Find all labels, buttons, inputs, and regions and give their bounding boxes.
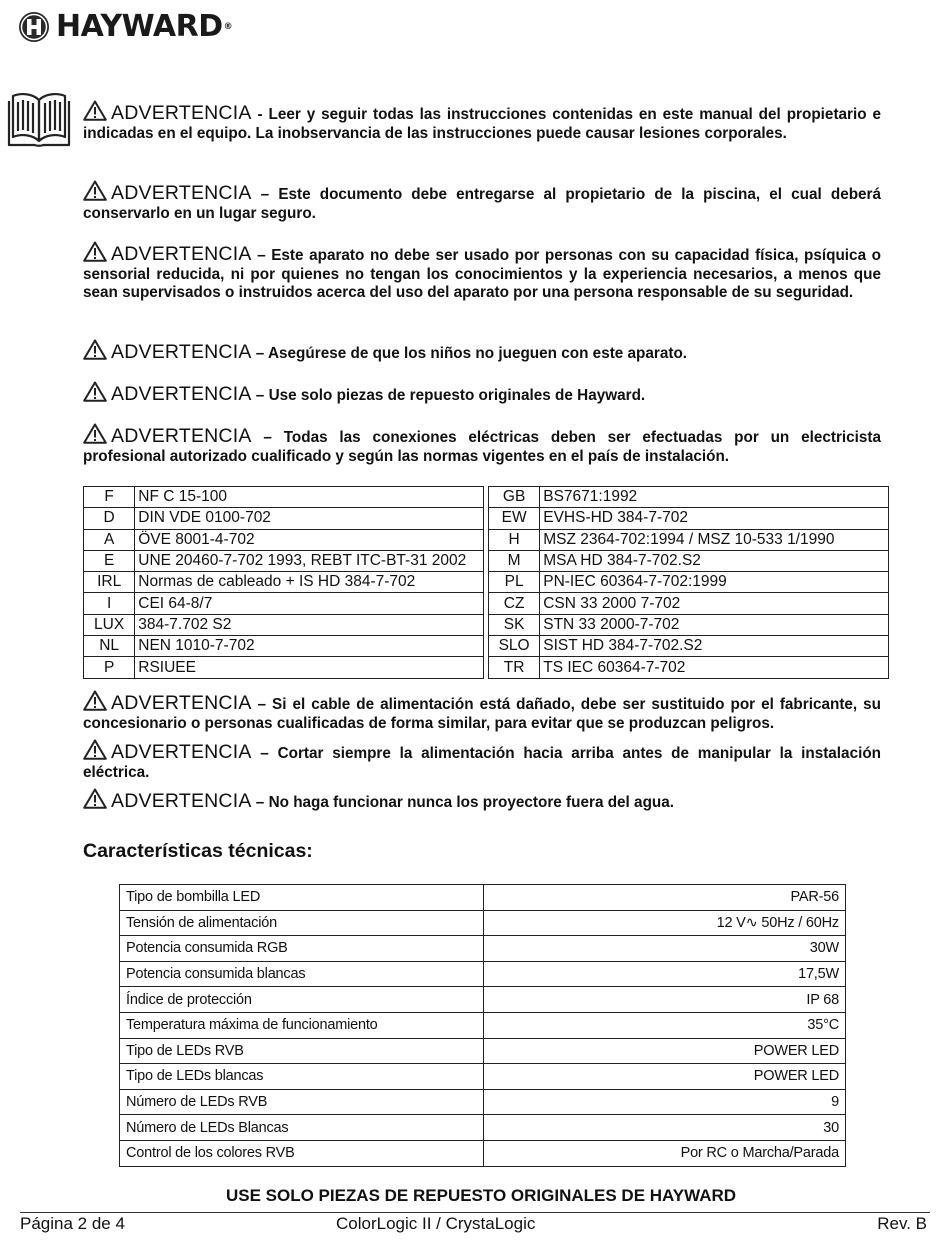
tech-value: IP 68 [484, 987, 846, 1013]
warning-paragraph [83, 690, 881, 733]
warning-triangle-icon [83, 788, 107, 809]
standard-value: UNE 20460-7-702 1993, REBT ITC-BT-31 2002 [135, 550, 484, 571]
standard-value: MSA HD 384-7-702.S2 [540, 550, 889, 571]
warning-separator: – [260, 745, 269, 762]
tech-row [120, 1038, 846, 1064]
standards-row [84, 614, 889, 635]
country-code: D [84, 508, 135, 529]
warning-triangle-icon [83, 100, 107, 121]
warning-heading: ADVERTENCIA [111, 790, 252, 812]
tech-label: Temperatura máxima de funcionamiento [120, 1012, 484, 1038]
tech-specs-table [119, 884, 846, 1167]
country-code: SLO [488, 636, 539, 657]
footer-divider [20, 1212, 930, 1213]
tech-label: Tensión de alimentación [120, 910, 484, 936]
warning-paragraph [83, 381, 881, 406]
tech-label: Tipo de LEDs RVB [120, 1038, 484, 1064]
warning-separator: – [263, 429, 272, 446]
country-code: M [488, 550, 539, 571]
product-name: ColorLogic II / CrystaLogic [336, 1214, 536, 1233]
warning-paragraph [83, 788, 881, 813]
page-number: Página 2 de 4 [20, 1214, 125, 1233]
tech-value: 35°C [484, 1012, 846, 1038]
standards-row [84, 508, 889, 529]
tech-section-title: Características técnicas: [83, 840, 313, 862]
warning-heading: ADVERTENCIA [111, 741, 252, 763]
country-code: E [84, 550, 135, 571]
country-code: SK [488, 614, 539, 635]
standards-row [84, 529, 889, 550]
standard-value: Normas de cableado + IS HD 384-7-702 [135, 572, 484, 593]
country-code: TR [488, 657, 539, 678]
standards-table [83, 486, 889, 679]
warning-triangle-icon [83, 423, 107, 444]
tech-value: POWER LED [484, 1038, 846, 1064]
warning-heading: ADVERTENCIA [111, 243, 252, 265]
tech-row [120, 885, 846, 911]
standard-value: BS7671:1992 [540, 487, 889, 508]
warning-separator: - [257, 106, 263, 123]
tech-value: 30 [484, 1115, 846, 1141]
tech-value: 17,5W [484, 961, 846, 987]
warning-paragraph [83, 241, 881, 303]
country-code: PL [488, 572, 539, 593]
warning-heading: ADVERTENCIA [111, 383, 252, 405]
warning-heading: ADVERTENCIA [111, 692, 252, 714]
country-code: EW [488, 508, 539, 529]
tech-row [120, 1012, 846, 1038]
tech-row [120, 1115, 846, 1141]
country-code: P [84, 657, 135, 678]
warning-triangle-icon [83, 339, 107, 360]
standard-value: NF C 15-100 [135, 487, 484, 508]
country-code: GB [488, 487, 539, 508]
country-code: F [84, 487, 135, 508]
standard-value: EVHS-HD 384-7-702 [540, 508, 889, 529]
warning-separator: – [257, 247, 266, 264]
warning-heading: ADVERTENCIA [111, 182, 252, 204]
tech-row [120, 936, 846, 962]
tech-value: 12 V∿ 50Hz / 60Hz [484, 910, 846, 936]
country-code: I [84, 593, 135, 614]
standard-value: ÖVE 8001-4-702 [135, 529, 484, 550]
warning-text: Leer y seguir todas las instrucciones contenidas en este manual del propietario e indicadas en el equipo. La inobservancia de las instrucciones puede causar lesiones corporales. [83, 106, 882, 142]
warning-text: Todas las conexiones eléctricas deben ser efectuadas por un electricista profesional autorizado cualificado y según las normas vigentes en el país de instalación. [83, 429, 882, 465]
warning-paragraph [83, 423, 881, 466]
warning-text: Cortar siempre la alimentación hacia arriba antes de manipular la instalación eléctrica. [83, 745, 882, 781]
warning-heading: ADVERTENCIA [111, 425, 252, 447]
warning-separator: – [255, 387, 265, 404]
warning-text: Asegúrese de que los niños no jueguen con este aparato. [268, 345, 688, 362]
tech-value: PAR-56 [484, 885, 846, 911]
tech-label: Potencia consumida RGB [120, 936, 484, 962]
warning-triangle-icon [83, 381, 107, 402]
tech-row [120, 961, 846, 987]
footer-banner: USE SOLO PIEZAS DE REPUESTO ORIGINALES DE HAYWARD [225, 1186, 737, 1205]
standards-row [84, 657, 889, 678]
country-code: A [84, 529, 135, 550]
warning-triangle-icon [83, 739, 107, 760]
standards-row [84, 572, 889, 593]
standard-value: RSIUEE [135, 657, 484, 678]
standard-value: PN-IEC 60364-7-702:1999 [540, 572, 889, 593]
revision: Rev. B [877, 1214, 927, 1233]
standard-value: SIST HD 384-7-702.S2 [540, 636, 889, 657]
standards-row [84, 550, 889, 571]
warning-triangle-icon [83, 690, 107, 711]
warning-separator: – [255, 794, 265, 811]
warning-text: Use solo piezas de repuesto originales de Hayward. [268, 387, 646, 404]
warning-separator: – [260, 186, 270, 203]
hayward-logo-icon [18, 11, 50, 43]
page-footer [20, 1214, 927, 1236]
tech-label: Potencia consumida blancas [120, 961, 484, 987]
warning-separator: – [255, 345, 265, 362]
warning-text: Si el cable de alimentación está dañado, debe ser sustituido por el fabricante, su concesionario o personas cualificadas de forma similar, para evitar que se produzcan peligros. [83, 696, 882, 732]
open-book-icon [6, 90, 72, 148]
tech-row [120, 987, 846, 1013]
tech-label: Tipo de LEDs blancas [120, 1064, 484, 1090]
warning-text: Este aparato no debe ser usado por personas con su capacidad física, psíquica o sensorial reducida, ni por quienes no tengan los conocimientos y la experiencia necesarios, a menos que sean supervisados o instruidos acerca del uso del aparato por una persona responsable de su seguridad. [83, 247, 881, 302]
country-code: H [488, 529, 539, 550]
warning-heading: ADVERTENCIA [111, 341, 252, 363]
tech-value: 30W [484, 936, 846, 962]
tech-value: 9 [484, 1089, 846, 1115]
standard-value: 384-7.702 S2 [135, 614, 484, 635]
standards-row [84, 593, 889, 614]
tech-row [120, 910, 846, 936]
tech-value: Por RC o Marcha/Parada [484, 1140, 846, 1166]
standard-value: NEN 1010-7-702 [135, 636, 484, 657]
standard-value: CSN 33 2000 7-702 [540, 593, 889, 614]
standard-value: CEI 64-8/7 [135, 593, 484, 614]
warning-text: No haga funcionar nunca los proyectore fuera del agua. [268, 794, 675, 811]
tech-label: Número de LEDs RVB [120, 1089, 484, 1115]
standard-value: TS IEC 60364-7-702 [540, 657, 889, 678]
tech-label: Índice de protección [120, 987, 484, 1013]
tech-row [120, 1140, 846, 1166]
tech-value: POWER LED [484, 1064, 846, 1090]
tech-row [120, 1089, 846, 1115]
country-code: LUX [84, 614, 135, 635]
country-code: CZ [488, 593, 539, 614]
warning-heading: ADVERTENCIA [111, 102, 252, 124]
warning-text: Este documento debe entregarse al propietario de la piscina, el cual deberá conservarlo en un lugar seguro. [83, 186, 882, 222]
standard-value: DIN VDE 0100-702 [135, 508, 484, 529]
tech-label: Número de LEDs Blancas [120, 1115, 484, 1141]
warning-paragraph [83, 180, 881, 223]
hayward-logo [18, 10, 248, 44]
country-code: IRL [84, 572, 135, 593]
warning-paragraph [83, 100, 881, 143]
tech-label: Tipo de bombilla LED [120, 885, 484, 911]
brand-name: HAYWARD® [56, 9, 233, 44]
warning-paragraph [83, 739, 881, 782]
tech-label: Control de los colores RVB [120, 1140, 484, 1166]
warning-triangle-icon [83, 241, 107, 262]
warning-paragraph [83, 339, 881, 364]
standard-value: STN 33 2000-7-702 [540, 614, 889, 635]
tech-row [120, 1064, 846, 1090]
country-code: NL [84, 636, 135, 657]
warning-triangle-icon [83, 180, 107, 201]
standards-row [84, 636, 889, 657]
standards-row [84, 487, 889, 508]
warning-separator: – [257, 696, 267, 713]
standard-value: MSZ 2364-702:1994 / MSZ 10-533 1/1990 [540, 529, 889, 550]
